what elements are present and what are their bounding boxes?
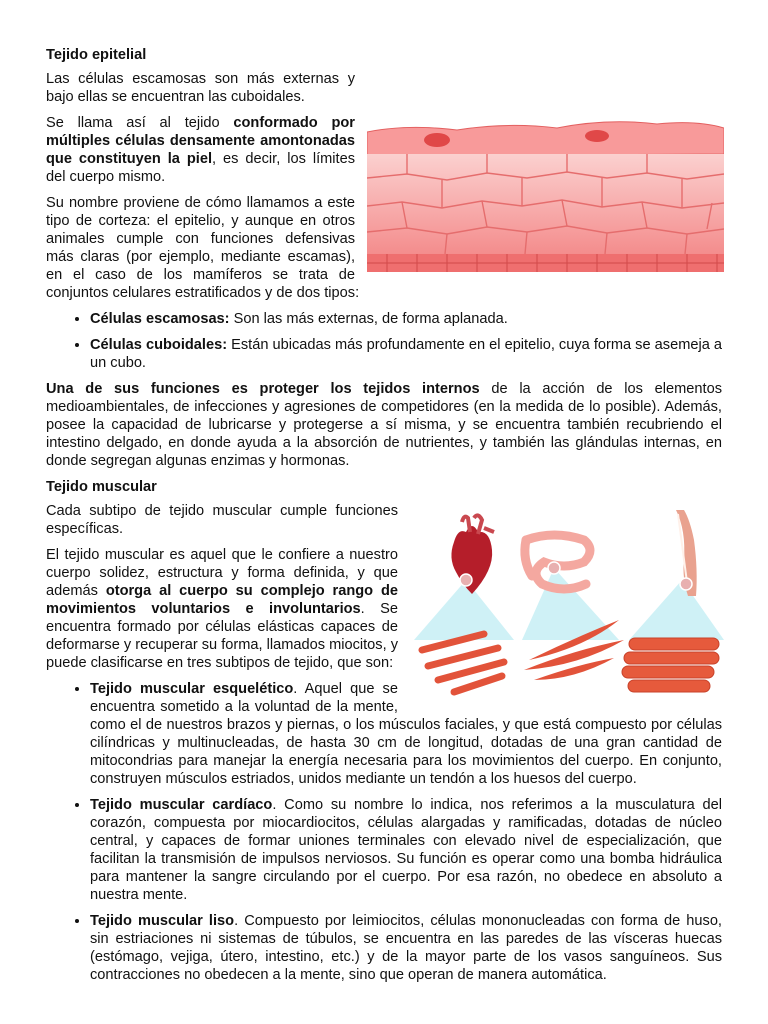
text-run: Se llama así al tejido	[46, 115, 234, 131]
muscle-image	[414, 510, 734, 700]
list-text: Son las más externas, de forma aplanada.	[229, 311, 508, 327]
list-term: Células escamosas:	[90, 311, 230, 327]
section-heading-epitelial: Tejido epitelial	[46, 47, 147, 63]
text-run: . Se encuentra formado por células elásticas capaces de deformarse y recuperar su forma, llamados miocitos, y puede clasificarse en tres subtipos de tejido, que son:	[46, 601, 398, 671]
text-run: El tejido muscular es aquel que le confiere a nuestro cuerpo solidez, estructura y forma definida, y que además	[46, 547, 398, 599]
bold-run: otorga al cuerpo su complejo rango de movimientos voluntarios e involuntarios	[46, 583, 398, 617]
epithelium-image	[367, 118, 724, 278]
list-term: Tejido muscular esquelético	[90, 681, 294, 697]
text-run: , es decir, los límites del cuerpo mismo.	[46, 151, 355, 185]
text-run: de la acción de los elementos medioambientales, de infecciones y agresiones de competidores (en la medida de lo posible). Además, posee la capacidad de lubricarse y protegerse a sí misma, y se encuentra también recubriendo el intestino delgado, en donde ayuda a la absorción de nutrientes, y también las glándulas internas, en donde segregan algunas enzimas y hormonas.	[46, 381, 722, 469]
list-text: . Aquel que se encuentra sometido a la voluntad de la mente, como el de nuestros brazos y piernas, o los músculos faciales, y que está compuesto por células cilíndricas y multinucleadas, de hasta 30 cm de longitud, dotadas de una gran cantidad de mitocondrias para manejar la energía necesaria para los movimientos del cuerpo. En conjunto, construyen músculos estriados, unidos mediante un tendón a los huesos del cuerpo.	[90, 681, 722, 787]
epitelial-paragraph-3: Su nombre proviene de cómo llamamos a este tipo de corteza: el epitelio, y aunque en otros animales cumple con funciones defensivas más claras (por ejemplo, mediante escamas), en el caso de los mamíferos se trata de conjuntos celulares estratificados y de dos tipos:	[46, 195, 360, 301]
list-item	[90, 912, 722, 984]
list-text: . Como su nombre lo indica, nos referimos a la musculatura del corazón, compuesta por miocardiocitos, células alargadas y ramificadas, dotadas de núcleo central, y capaces de formar uniones terminales con elevado nivel de especialización, que facilitan la transmisión de impulsos nerviosos. Su función es operar como una bomba hidráulica para mantener la sangre circulando por el cuerpo. Por esa razón, no obedece en absoluto a nuestra mente.	[90, 797, 722, 903]
list-term: Células cuboidales:	[90, 337, 228, 353]
list-item	[90, 336, 722, 372]
list-item	[90, 310, 722, 328]
list-term: Tejido muscular liso	[90, 913, 235, 929]
epitelial-paragraph-4	[46, 380, 722, 470]
list-text: . Compuesto por leimiocitos, células mononucleadas con forma de huso, sin estriaciones ni sistemas de túbulos, se encuentra en las paredes de las vísceras huecas (estómago, vejiga, útero, intestino, etc.) y de la mayor parte de los vasos sanguíneos. Sus contracciones no obedecen a la mente, sino que operan de manera automática.	[90, 913, 722, 983]
list-item	[90, 796, 722, 904]
epitelial-paragraph-1: Las células escamosas son más externas y bajo ellas se encuentran las cuboidales.	[46, 71, 355, 105]
document-page	[46, 46, 722, 992]
list-term: Tejido muscular cardíaco	[90, 797, 273, 813]
epitelial-cell-list	[46, 310, 722, 372]
muscular-tissue-list	[46, 680, 722, 984]
bold-run: conformado por múltiples células densamente amontonadas que constituyen la piel	[46, 115, 355, 167]
section-heading-muscular: Tejido muscular	[46, 479, 157, 495]
list-text: Están ubicadas más profundamente en el epitelio, cuya forma se asemeja a un cubo.	[90, 337, 722, 371]
muscular-paragraph-1: Cada subtipo de tejido muscular cumple funciones específicas.	[46, 503, 398, 537]
bold-run: Una de sus funciones es proteger los tejidos internos	[46, 381, 480, 397]
